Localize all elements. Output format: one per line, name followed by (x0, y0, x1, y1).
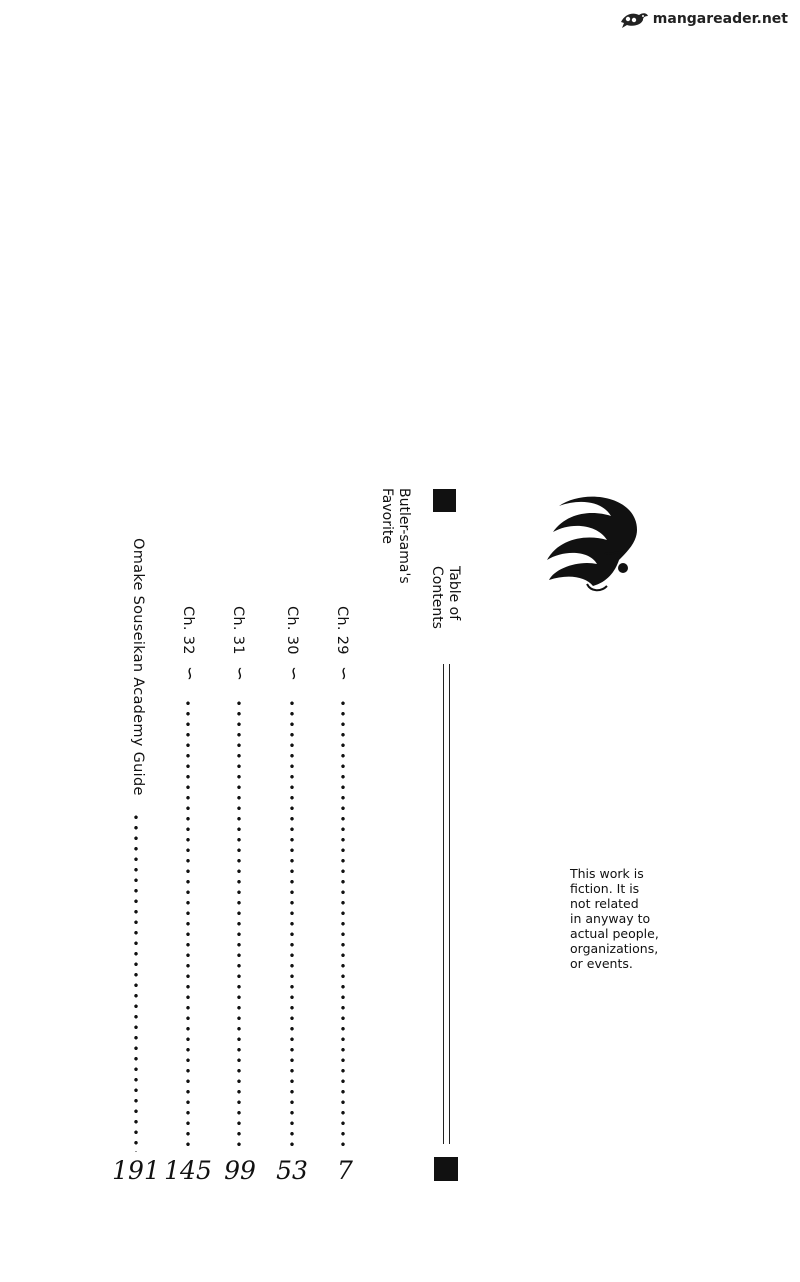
note-line: or events. (570, 956, 633, 971)
entry-label-ch31: Ch. 31 (230, 606, 246, 655)
page-number-ch31: 99 (224, 1156, 256, 1185)
toc-title (428, 566, 462, 629)
note-line: in anyway to (570, 911, 651, 926)
leader-dots-ch29 (341, 698, 345, 1152)
note-line: fiction. It is (570, 881, 640, 896)
page-number-ch29: 7 (337, 1156, 353, 1185)
toc-title-line1: Table of (446, 566, 462, 621)
page-number-omake: 191 (112, 1156, 160, 1185)
tilde-ch31: ∽ (229, 666, 250, 682)
entry-label-ch29: Ch. 29 (334, 606, 350, 655)
toc-title-line2: Contents (429, 566, 445, 629)
entry-label-ch32: Ch. 32 (180, 606, 196, 655)
entry-label-ch30: Ch. 30 (284, 606, 300, 655)
page-number-ch30: 53 (276, 1156, 308, 1185)
note-line: actual people, (570, 926, 659, 941)
note-line: organizations, (570, 941, 659, 956)
double-rule (443, 664, 450, 1144)
toc-subtitle-line1: Butler-sama's (396, 488, 412, 584)
leader-dots-ch30 (290, 698, 294, 1152)
page-number-ch32: 145 (164, 1156, 212, 1185)
heading-square-bottom (434, 1157, 458, 1181)
bird-logo-icon (619, 8, 649, 30)
decorative-swirl-logo (545, 488, 645, 596)
entry-label-omake: Omake Souseikan Academy Guide (130, 538, 146, 796)
heading-square-top (433, 489, 456, 512)
leader-dots-omake (134, 812, 138, 1152)
disclaimer-note (570, 866, 680, 971)
toc-subtitle-line2: Favorite (379, 488, 395, 544)
note-line: not related (570, 896, 639, 911)
watermark (619, 8, 788, 30)
tilde-ch29: ∽ (333, 666, 354, 682)
watermark-text: mangareader.net (652, 11, 788, 27)
leader-dots-ch32 (186, 698, 190, 1152)
tilde-ch32: ∽ (179, 666, 200, 682)
tilde-ch30: ∽ (283, 666, 304, 682)
toc-subtitle (378, 488, 412, 584)
leader-dots-ch31 (237, 698, 241, 1152)
note-line: This work is (570, 866, 644, 881)
